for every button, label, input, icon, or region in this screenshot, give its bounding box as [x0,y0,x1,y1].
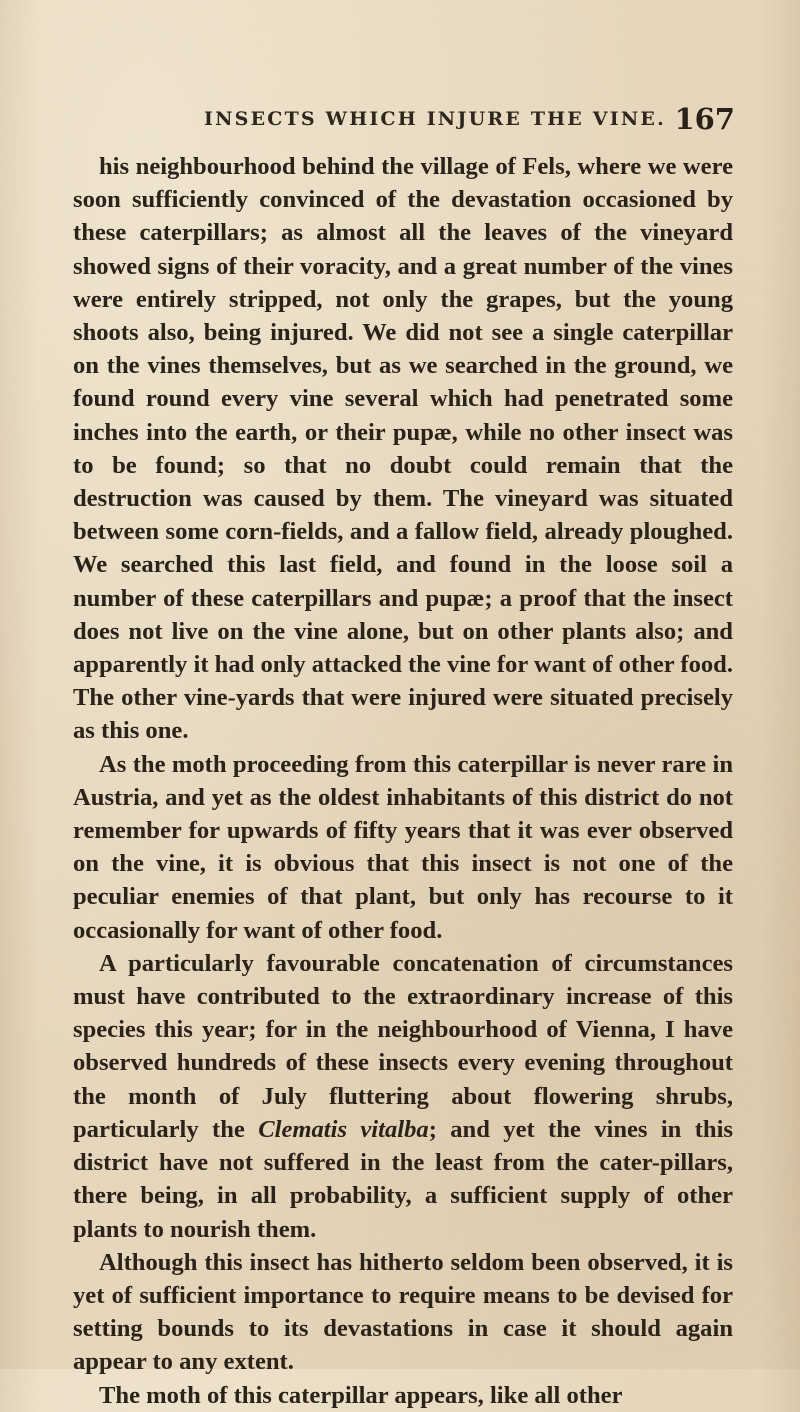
paragraph-2: As the moth proceeding from this caterpillar is never rare in Austria, and yet as the oldest inhabitants of this district do not remember for upwards of fifty years that it was ever observed on the vine, it is obvious that this insect is not one of the peculiar enemies of that plant, but only has recourse to it occasionally for want of other food. [73,750,733,944]
paragraph-4: Although this insect has hitherto seldom been observed, it is yet of sufficient importance to require means to be devised for setting bounds to its devastations in case it should again appear to any extent. [73,1248,733,1376]
body-text [73,150,733,1412]
paragraph-1: his neighbourhood behind the village of Fels, where we were soon sufficiently convinced of the devastation occasioned by these caterpillars; as almost all the leaves of the vineyard showed signs of their voracity, and a great number of the vines were entirely stripped, not only the grapes, but the young shoots also, being injured. We did not see a single caterpillar on the vines themselves, but as we searched in the ground, we found round every vine several which had penetrated some inches into the earth, or their pupæ, while no other insect was to be found; so that no doubt could remain that the destruction was caused by them. The vineyard was situated between some corn-fields, and a fallow field, already ploughed. We searched this last field, and found in the loose soil a number of these caterpillars and pupæ; a proof that the insect does not live on the vine alone, but on other plants also; and apparently it had only attacked the vine for want of other food. The other vine-yards that were injured were situated precisely as this one. [73,153,733,745]
page-number: 167 [674,102,735,136]
running-head [200,102,735,142]
running-title: INSECTS WHICH INJURE THE VINE. [204,108,666,130]
paragraph-5: The moth of this caterpillar appears, like all other [99,1381,623,1409]
paragraph-3-text-after: ; and yet the vines in this district have not suffered in the least from the cater-pillars, there being, in all probability, a sufficient supply of other plants to nourish them. [73,1115,734,1243]
paragraph-3 [73,947,733,1246]
species-name-italic: Clematis vitalba [258,1115,429,1143]
paragraph-3-text-before: A particularly favourable concatenation of circumstances must have contributed to the extraordinary increase of this species this year; for in the neighbourhood of Vienna, I have observed hundreds of these insects every evening throughout the month of July fluttering about flowering shrubs, particularly the [73,949,733,1143]
